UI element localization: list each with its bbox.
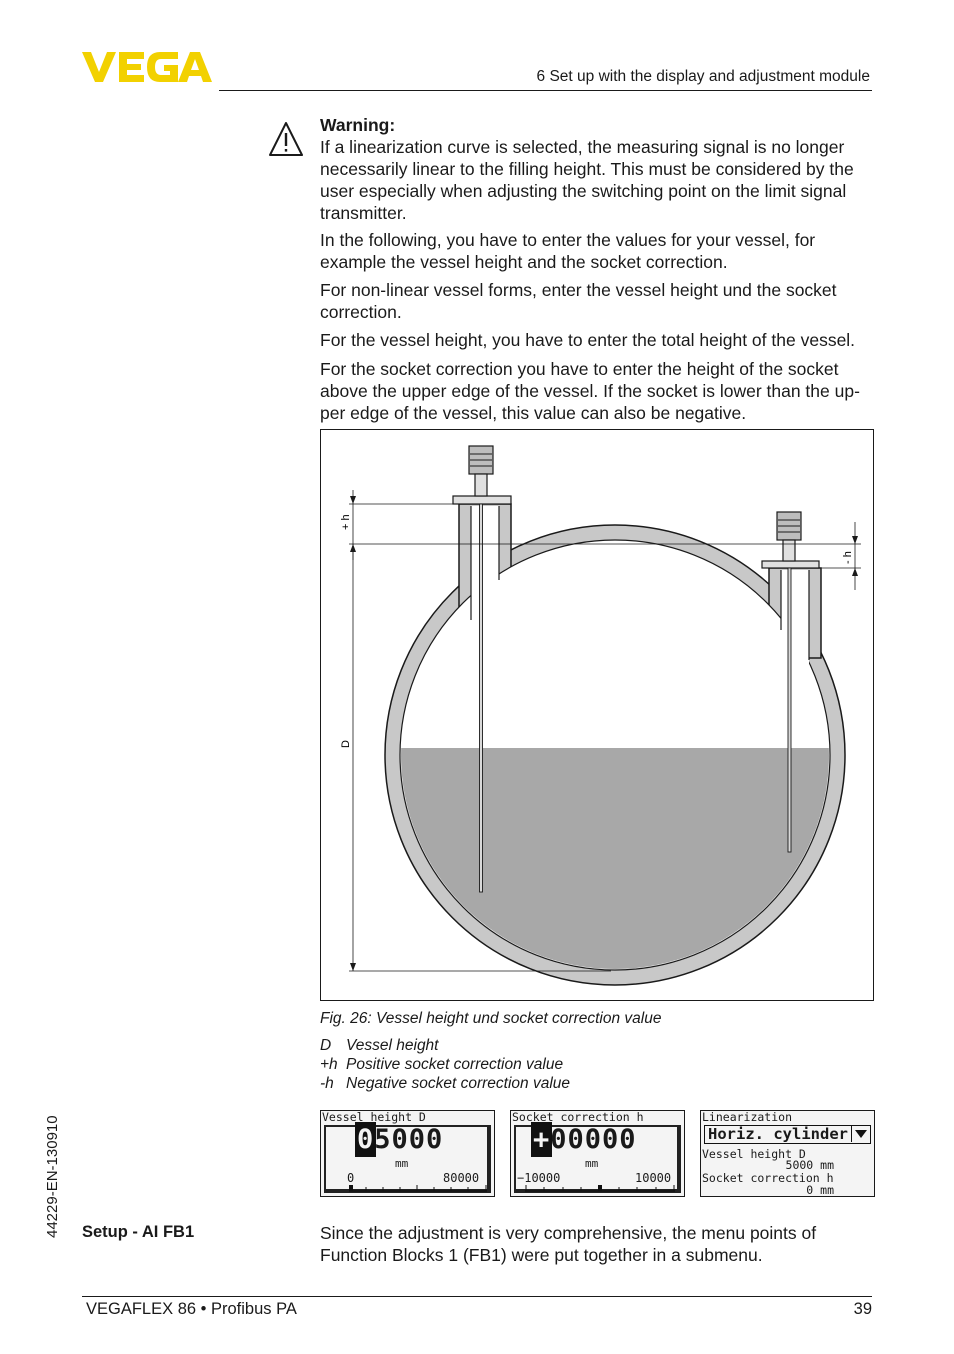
legend-text: Negative socket correction value <box>346 1075 571 1092</box>
left-flange <box>453 496 511 504</box>
display-value <box>357 1125 443 1155</box>
left-probe-rod <box>480 504 483 892</box>
paragraph-1 <box>320 229 876 273</box>
paragraph-text: For the vessel height, you have to enter the total height of the vessel. <box>320 330 856 350</box>
display-linearization <box>700 1110 875 1197</box>
linearization-select[interactable] <box>704 1125 871 1144</box>
footer-product: VEGAFLEX 86 • Profibus PA <box>86 1300 297 1318</box>
legend-text: Positive socket correction value <box>346 1056 564 1073</box>
label-negative-h: - h <box>842 551 854 564</box>
vessel-figure <box>320 429 874 1001</box>
selected-option: Horiz. cylinder <box>708 1125 848 1143</box>
value-digits: 5000 <box>374 1124 444 1155</box>
display-socket-correction <box>510 1110 685 1197</box>
display-title: Linearization <box>702 1110 793 1124</box>
display-title: Vessel height D <box>322 1110 426 1124</box>
left-socket-inner <box>471 506 499 636</box>
display-title: Socket correction h <box>512 1110 644 1124</box>
cursor-digit: 0 <box>357 1124 375 1155</box>
paragraph-text: In the following, you have to enter the values for your vessel, for example the vessel height and the socket correction. <box>320 230 816 272</box>
brand-name <box>0 0 1 1</box>
legend-key: +h <box>320 1056 338 1073</box>
warning-text: If a linearization curve is selected, the measuring signal is no longer necessarily linear to the filling height. This must be considered by the user especially when adjusting the switching point on the limit signal transmitter. <box>320 137 854 223</box>
header-rule <box>219 90 872 91</box>
scale-min: 0 <box>347 1171 355 1185</box>
display-unit: mm <box>395 1157 409 1170</box>
section-header: 6 Set up with the display and adjustment module <box>536 68 870 85</box>
right-flange <box>762 561 819 568</box>
legend-item <box>320 1036 570 1055</box>
page-number: 39 <box>853 1300 872 1318</box>
legend-key: D <box>320 1037 332 1054</box>
scale-max: 80000 <box>443 1171 480 1185</box>
vessel-drawing <box>321 430 873 1000</box>
paragraph-2 <box>320 279 876 323</box>
row1-value: 5000 mm <box>785 1158 834 1172</box>
display-unit: mm <box>585 1157 599 1170</box>
setup-label: Setup - AI FB1 <box>82 1223 195 1241</box>
warning-block <box>320 114 876 224</box>
legend-key: -h <box>320 1075 334 1092</box>
setup-text-block <box>320 1222 876 1266</box>
liquid-fill <box>391 748 851 988</box>
display-vessel-height <box>320 1110 495 1197</box>
label-d: D <box>340 740 352 748</box>
footer-rule <box>82 1296 872 1297</box>
row2-value: 0 mm <box>806 1183 834 1197</box>
display-value <box>533 1125 637 1155</box>
figure-caption: Fig. 26: Vessel height und socket correction value <box>320 1010 662 1027</box>
dropdown-arrow-icon[interactable] <box>851 1126 870 1142</box>
paragraph-3 <box>320 329 876 351</box>
paragraph-text: For the socket correction you have to enter the height of the socket above the upper edge of the vessel. If the socket is lower than the up-per edge of the vessel, this value can also be negative. <box>320 359 860 423</box>
setup-text: Since the adjustment is very comprehensive, the menu points of Function Blocks 1 (FB1) were put together in a submenu. <box>320 1223 817 1265</box>
legend-text: Vessel height <box>346 1037 439 1054</box>
row1-label: Vessel height D <box>702 1147 806 1161</box>
right-socket-inner <box>781 570 809 670</box>
scale-ticks <box>525 1183 675 1192</box>
scale-max: 10000 <box>635 1171 672 1185</box>
legend-item <box>320 1074 570 1093</box>
warning-icon <box>268 120 304 158</box>
paragraph-4 <box>320 358 876 424</box>
paragraph-text: For non-linear vessel forms, enter the vessel height und the socket correction. <box>320 280 837 322</box>
right-probe-rod <box>788 568 791 852</box>
value-digits: 00000 <box>550 1124 637 1155</box>
cursor-digit: + <box>533 1124 551 1155</box>
legend-item <box>320 1055 570 1074</box>
vega-logo <box>82 50 212 84</box>
figure-legend <box>320 1036 570 1093</box>
warning-title: Warning: <box>320 115 396 135</box>
label-positive-h: + h <box>340 514 352 530</box>
scale-ticks <box>349 1183 487 1192</box>
document-code: 44229-EN-130910 <box>44 1115 61 1238</box>
scale-min: −10000 <box>517 1171 561 1185</box>
row2-label: Socket correction h <box>702 1171 834 1185</box>
